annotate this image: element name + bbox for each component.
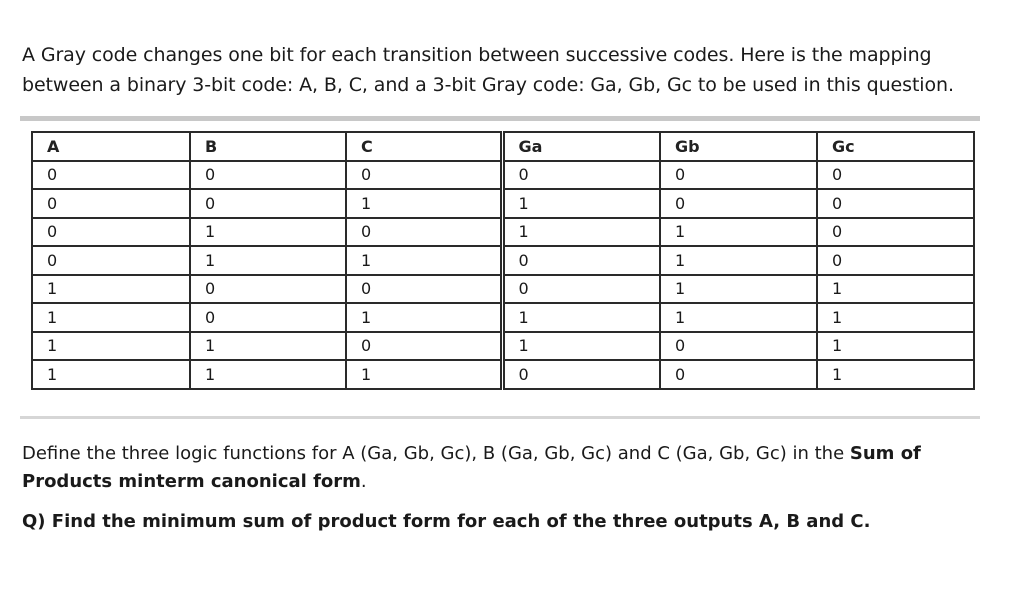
- cell-gc: 0: [817, 161, 974, 190]
- bottom-divider: [20, 416, 980, 419]
- cell-b: 1: [190, 218, 346, 247]
- cell-gc: 1: [817, 332, 974, 361]
- cell-a: 0: [32, 218, 190, 247]
- header-c: C: [346, 132, 502, 161]
- cell-ga: 0: [502, 360, 660, 389]
- cell-a: 0: [32, 189, 190, 218]
- intro-text: [22, 40, 1002, 100]
- cell-gc: 0: [817, 246, 974, 275]
- cell-gb: 0: [660, 332, 817, 361]
- cell-b: 0: [190, 161, 346, 190]
- cell-b: 1: [190, 332, 346, 361]
- question-text: Q) Find the minimum sum of product form for each of the three outputs A, B and C.: [22, 511, 871, 532]
- cell-gc: 0: [817, 218, 974, 247]
- define-bold-sum-of: Sum of: [849, 443, 921, 464]
- cell-a: 0: [32, 161, 190, 190]
- cell-c: 0: [346, 275, 502, 304]
- cell-b: 1: [190, 246, 346, 275]
- cell-ga: 1: [502, 189, 660, 218]
- header-gc: Gc: [817, 132, 974, 161]
- header-b: B: [190, 132, 346, 161]
- define-paragraph: [22, 440, 982, 496]
- cell-gc: 1: [817, 275, 974, 304]
- intro-line-2: between a binary 3-bit code: A, B, C, and a 3-bit Gray code: Ga, Gb, Gc to be used in this question.: [22, 74, 954, 96]
- table-row: [32, 275, 974, 304]
- gray-code-mapping-table: [31, 131, 975, 390]
- cell-c: 1: [346, 189, 502, 218]
- define-text: Define the three logic functions for A (Ga, Gb, Gc), B (Ga, Gb, Gc) and C (Ga, Gb, Gc) in the: [22, 443, 850, 464]
- table-row: [32, 360, 974, 389]
- cell-b: 0: [190, 189, 346, 218]
- header-a: A: [32, 132, 190, 161]
- cell-gc: 1: [817, 303, 974, 332]
- cell-a: 1: [32, 332, 190, 361]
- cell-ga: 1: [502, 332, 660, 361]
- cell-a: 1: [32, 275, 190, 304]
- cell-ga: 1: [502, 218, 660, 247]
- cell-b: 0: [190, 275, 346, 304]
- cell-gb: 1: [660, 218, 817, 247]
- table-row: [32, 332, 974, 361]
- cell-ga: 1: [502, 303, 660, 332]
- cell-ga: 0: [502, 161, 660, 190]
- cell-a: 0: [32, 246, 190, 275]
- cell-c: 0: [346, 332, 502, 361]
- cell-a: 1: [32, 360, 190, 389]
- cell-gb: 0: [660, 161, 817, 190]
- cell-ga: 0: [502, 275, 660, 304]
- table-row: [32, 189, 974, 218]
- cell-c: 0: [346, 161, 502, 190]
- header-ga: Ga: [502, 132, 660, 161]
- gray-code-table-container: [31, 131, 973, 390]
- define-bold-products: Products minterm canonical form: [22, 471, 361, 492]
- cell-b: 0: [190, 303, 346, 332]
- cell-a: 1: [32, 303, 190, 332]
- table-header-row: [32, 132, 974, 161]
- cell-gb: 1: [660, 246, 817, 275]
- cell-c: 1: [346, 246, 502, 275]
- cell-gc: 1: [817, 360, 974, 389]
- table-row: [32, 246, 974, 275]
- cell-gb: 0: [660, 360, 817, 389]
- header-gb: Gb: [660, 132, 817, 161]
- define-period: .: [360, 471, 367, 492]
- table-row: [32, 303, 974, 332]
- cell-gc: 0: [817, 189, 974, 218]
- cell-c: 1: [346, 303, 502, 332]
- cell-gb: 1: [660, 303, 817, 332]
- cell-gb: 0: [660, 189, 817, 218]
- cell-c: 0: [346, 218, 502, 247]
- table-row: [32, 161, 974, 190]
- cell-gb: 1: [660, 275, 817, 304]
- top-divider: [20, 116, 980, 121]
- cell-c: 1: [346, 360, 502, 389]
- intro-line-1: A Gray code changes one bit for each transition between successive codes. Here is the mapping: [22, 44, 932, 66]
- table-row: [32, 218, 974, 247]
- cell-ga: 0: [502, 246, 660, 275]
- cell-b: 1: [190, 360, 346, 389]
- define-instructions: [22, 440, 982, 496]
